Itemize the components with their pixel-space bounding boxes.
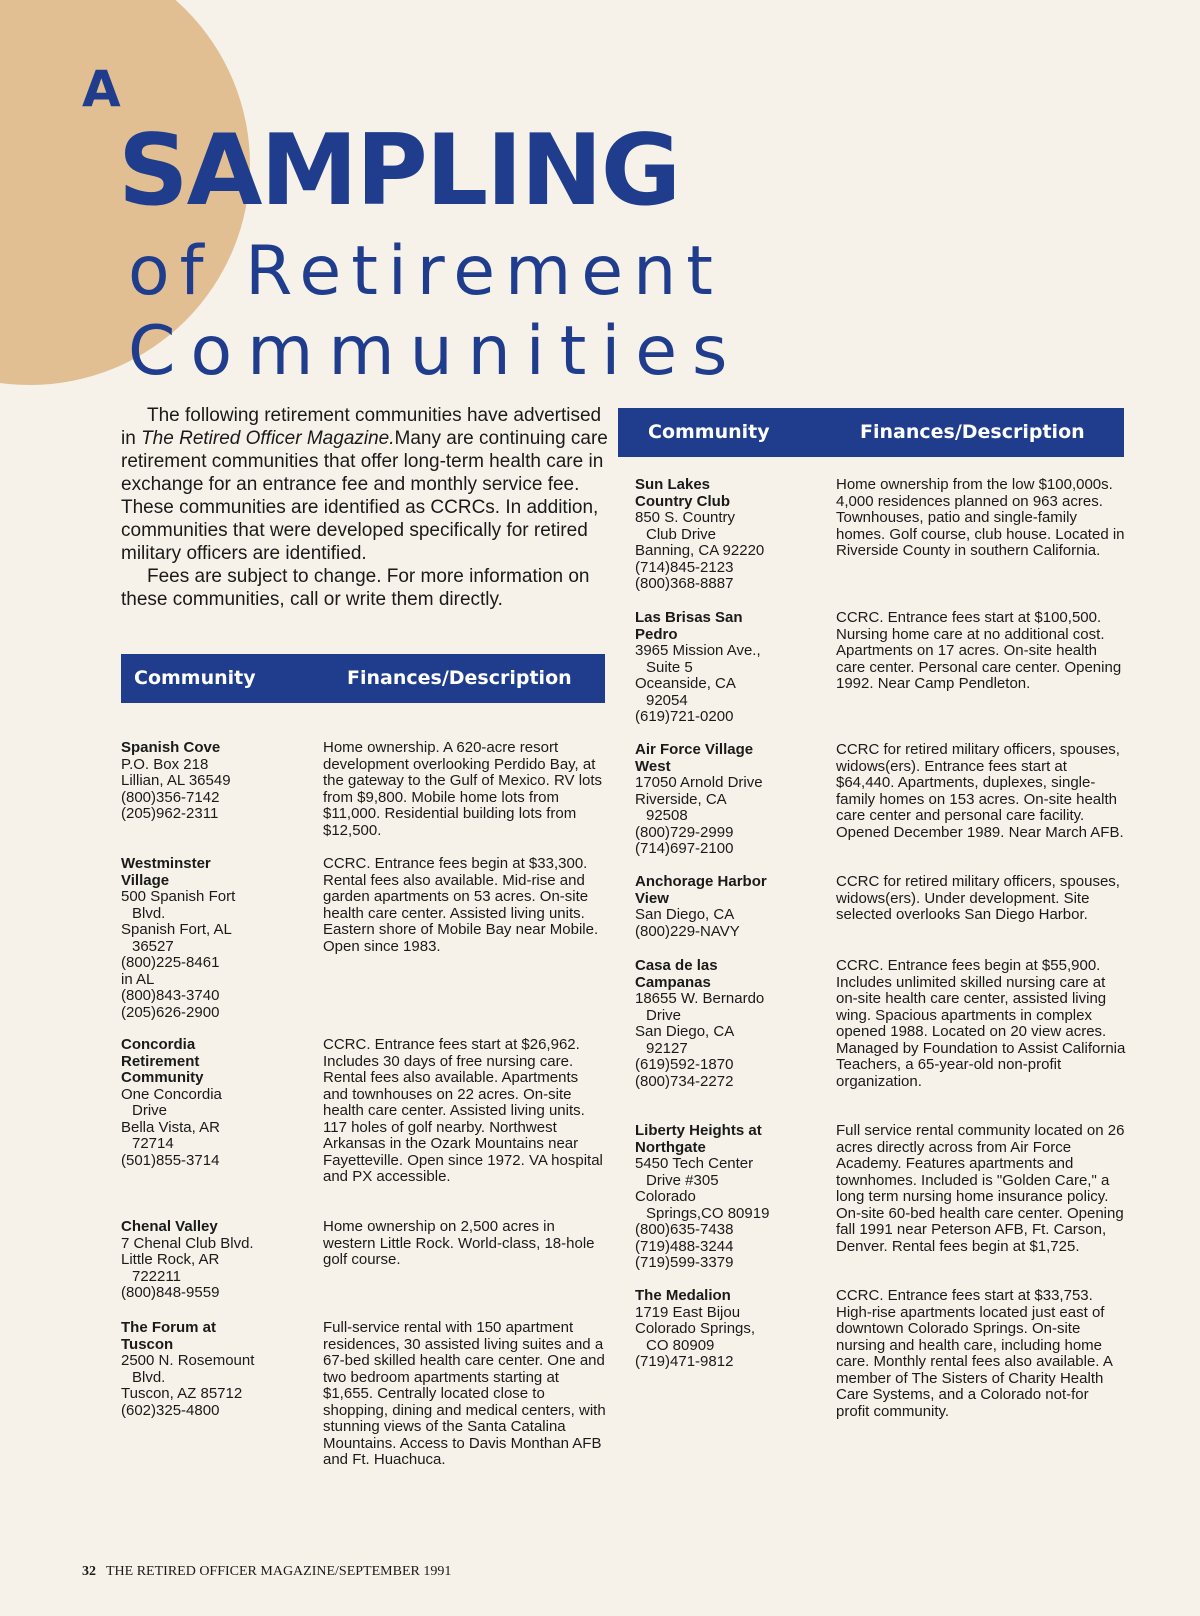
community-name: Community <box>121 1069 204 1086</box>
community-entry <box>121 1037 301 1169</box>
community-address-line: (619)592-1870 <box>635 1056 734 1073</box>
community-entry <box>635 958 815 1090</box>
community-address-line: P.O. Box 218 <box>121 755 209 773</box>
community-name: Concordia <box>121 1036 196 1053</box>
community-name: Village <box>121 871 170 889</box>
table-header-left <box>121 654 605 703</box>
community-address-line: 3965 Mission Ave., <box>635 642 761 659</box>
community-address-line: Bella Vista, AR <box>121 1118 220 1136</box>
community-address-line: One Concordia <box>121 1085 222 1103</box>
community-entry <box>635 1288 815 1371</box>
intro-p1-after: Many are continuing care retirement communities that offer long-term health care in exchange for an entrance fee and monthly service fee. These communities are identified as CCRCs. In addition, communities that were developed specifically for retired military officers are identified. <box>121 428 608 564</box>
community-description: Home ownership. A 620-acre resort development overlooking Perdido Bay, at the gateway to the Gulf of Mexico. RV lots from $9,800. Mobile home lots from $11,000. Residential building lots from $12,500. <box>323 739 603 839</box>
community-description: CCRC. Entrance fees begin at $55,900. Includes unlimited skilled nursing care at on-site health care center, assisted living wing. Spacious apartments in complex opened 1988. Located on 20 view acres. Managed by Foundation to Assist California Teachers, a 65-year-old non-profit organization. <box>836 957 1126 1090</box>
community-entry <box>121 1320 301 1419</box>
community-address-line: Drive #305 <box>646 1171 719 1189</box>
community-entry <box>635 742 815 858</box>
community-address-line: 18655 W. Bernardo <box>635 990 765 1007</box>
community-description: CCRC. Entrance fees begin at $33,300. Rental fees also available. Mid-rise and garden apartments on 53 acres. On-site health care center. Assisted living units. Eastern shore of Mobile Bay near Mobile. Open since 1983. <box>323 855 599 955</box>
community-address-line: (714)697-2100 <box>635 840 734 857</box>
community-address-line: Tuscon, AZ 85712 <box>121 1385 243 1402</box>
community-description: CCRC for retired military officers, spouses, widows(ers). Entrance fees start at $64,440. Apartments, duplexes, single-family homes on 153 acres. On-site health care center and personal care facility. Opened December 1989. Near March AFB. <box>836 741 1124 841</box>
community-description: Full service rental community located on 26 acres directly across from Air Force Academy. Features apartments and townhomes. Included is "Golden Care," a long term nursing home insurance policy. On-site 60-bed health care center. Opening fall 1991 near Peterson AFB, Ft. Carson, Denver. Rental fees begin at $1,725. <box>836 1122 1125 1255</box>
community-name: Campanas <box>635 973 711 991</box>
community-name: Air Force Village <box>635 741 754 758</box>
title-article: A <box>82 60 121 118</box>
community-name: Westminster <box>121 855 211 872</box>
community-address-line: 72714 <box>132 1135 174 1152</box>
community-address-line: 17050 Arnold Drive <box>635 774 763 791</box>
community-address-line: Suite 5 <box>646 658 693 676</box>
community-address-line: 2500 N. Rosemount <box>121 1352 255 1369</box>
community-address-line: 5450 Tech Center <box>635 1155 754 1172</box>
community-address-line: Colorado Springs, <box>635 1320 756 1337</box>
community-description: Full-service rental with 150 apartment residences, 30 assisted living suites and a 67-bed skilled health care center. One and two bedroom apartments starting at $1,655. Centrally located close to shopping, dining and medical centers, with stunning views of the Santa Catalina Mountains. Access to Davis Monthan AFB and Ft. Huachuca. <box>323 1319 606 1468</box>
community-name: Tuscon <box>121 1335 174 1353</box>
community-address-line: (800)225-8461 <box>121 954 220 971</box>
community-name: Pedro <box>635 625 678 643</box>
community-address-line: (619)721-0200 <box>635 708 734 725</box>
intro-text <box>121 404 611 611</box>
community-address-line: 7 Chenal Club Blvd. <box>121 1234 254 1252</box>
community-entry <box>121 740 301 823</box>
community-address-line: 500 Spanish Fort <box>121 888 236 905</box>
community-address-line: Lillian, AL 36549 <box>121 772 231 789</box>
community-name: Las Brisas San <box>635 609 743 626</box>
community-description: CCRC. Entrance fees start at $100,500. Nursing home care at no additional cost. Apartments on 17 acres. On-site health care center. Personal care center. Opening 1992. Near Camp Pendleton. <box>836 609 1122 692</box>
community-address-line: San Diego, CA <box>635 906 735 923</box>
community-address-line: Drive <box>132 1102 168 1119</box>
community-name: Sun Lakes <box>635 476 711 493</box>
community-address-line: (719)599-3379 <box>635 1254 734 1271</box>
community-description: CCRC for retired military officers, spouses, widows(ers). Under development. Site selected overlooks San Diego Harbor. <box>836 873 1120 923</box>
community-name: View <box>635 889 669 907</box>
page-subtitle-line1: of Retirement <box>128 232 723 311</box>
community-entry <box>635 610 815 726</box>
community-entry <box>635 874 815 940</box>
community-address-line: San Diego, CA <box>635 1023 735 1040</box>
community-description: CCRC. Entrance fees start at $33,753. High-rise apartments located just east of downtown Colorado Springs. On-site nursing and health care, including home care. Monthly rental fees also available. A member of The Sisters of Charity Health Care Systems, and a Colorado not-for profit community. <box>836 1287 1112 1420</box>
community-address-line: (800)368-8887 <box>635 575 734 592</box>
community-entry <box>121 1219 301 1302</box>
community-name: Spanish Cove <box>121 739 221 756</box>
community-description: CCRC. Entrance fees start at $26,962. Includes 30 days of free nursing care. Rental fees also available. Apartments and townhouses on 22 acres. On-site health care center. Assisted living units. 117 holes of golf nearby. Northwest Arkansas in the Ozark Mountains near Fayetteville. Open since 1972. VA hospital and PX accessible. <box>323 1036 603 1185</box>
community-name: Chenal Valley <box>121 1218 218 1235</box>
community-address-line: (501)855-3714 <box>121 1151 220 1169</box>
community-name: Country Club <box>635 492 730 510</box>
community-address-line: Colorado <box>635 1188 696 1205</box>
intro-paragraph-1 <box>121 404 611 565</box>
community-address-line: (714)845-2123 <box>635 558 734 576</box>
community-address-line: Spanish Fort, AL <box>121 921 232 938</box>
magazine-title: The Retired Officer Magazine. <box>141 428 395 449</box>
community-description: Home ownership from the low $100,000s. 4,000 residences planned on 963 acres. Townhouses, patio and single-family homes. Golf course, club house. Located in Riverside County in southern California. <box>836 476 1125 559</box>
community-address-line: in AL <box>121 970 155 988</box>
community-address-line: (719)471-9812 <box>635 1353 734 1370</box>
community-address-line: 92054 <box>646 691 688 709</box>
community-entry <box>121 856 301 1021</box>
community-address-line: (800)843-3740 <box>121 987 220 1004</box>
column-header-finances: Finances/Description <box>347 667 572 689</box>
community-address-line: 722211 <box>132 1267 181 1285</box>
community-name: Anchorage Harbor <box>635 873 767 890</box>
community-address-line: (719)488-3244 <box>635 1237 734 1255</box>
page-number: 32 <box>82 1564 96 1579</box>
community-address-line: 36527 <box>132 937 174 955</box>
community-name: Northgate <box>635 1138 706 1156</box>
community-address-line: Blvd. <box>132 904 166 922</box>
footer-text: THE RETIRED OFFICER MAGAZINE/SEPTEMBER 1991 <box>106 1564 452 1579</box>
community-address-line: Oceanside, CA <box>635 675 736 692</box>
community-name: Casa de las <box>635 957 718 974</box>
community-address-line: (205)962-2311 <box>121 805 219 822</box>
community-address-line: (205)626-2900 <box>121 1003 220 1021</box>
community-address-line: (602)325-4800 <box>121 1401 220 1419</box>
column-header-finances: Finances/Description <box>860 421 1085 443</box>
intro-paragraph-2: Fees are subject to change. For more information on these communities, call or write them directly. <box>121 566 590 610</box>
community-name: Liberty Heights at <box>635 1122 762 1139</box>
community-address-line: Riverside, CA <box>635 790 727 808</box>
community-address-line: Little Rock, AR <box>121 1251 220 1268</box>
column-header-community: Community <box>134 667 256 689</box>
community-address-line: (800)356-7142 <box>121 788 220 806</box>
community-address-line: CO 80909 <box>646 1336 715 1354</box>
page-subtitle-line2: Communities <box>128 312 743 391</box>
community-address-line: Springs,CO 80919 <box>646 1204 770 1222</box>
community-name: Retirement <box>121 1052 200 1070</box>
community-address-line: Blvd. <box>132 1368 166 1386</box>
community-entry <box>635 477 815 593</box>
community-address-line: Club Drive <box>646 525 717 543</box>
community-address-line: 850 S. Country <box>635 509 736 526</box>
community-name: West <box>635 757 671 775</box>
community-address-line: (800)734-2272 <box>635 1072 734 1090</box>
community-name: The Medalion <box>635 1287 731 1304</box>
table-header-right <box>618 408 1124 457</box>
community-address-line: (800)848-9559 <box>121 1284 220 1301</box>
community-address-line: Drive <box>646 1006 682 1024</box>
community-description: Home ownership on 2,500 acres in western Little Rock. World-class, 18-hole golf course. <box>323 1218 595 1268</box>
page-footer <box>82 1564 451 1580</box>
community-address-line: (800)635-7438 <box>635 1221 734 1238</box>
community-name: The Forum at <box>121 1319 217 1336</box>
community-address-line: Banning, CA 92220 <box>635 542 765 559</box>
community-address-line: (800)729-2999 <box>635 823 734 841</box>
column-header-community: Community <box>648 421 770 443</box>
community-address-line: 92127 <box>646 1039 688 1057</box>
community-address-line: (800)229-NAVY <box>635 922 740 940</box>
community-address-line: 1719 East Bijou <box>635 1303 741 1321</box>
page-title: SAMPLING <box>118 114 680 228</box>
community-address-line: 92508 <box>646 807 688 824</box>
community-entry <box>635 1123 815 1272</box>
intro-p1-before: The following retirement communities have advertised in <box>121 405 602 449</box>
